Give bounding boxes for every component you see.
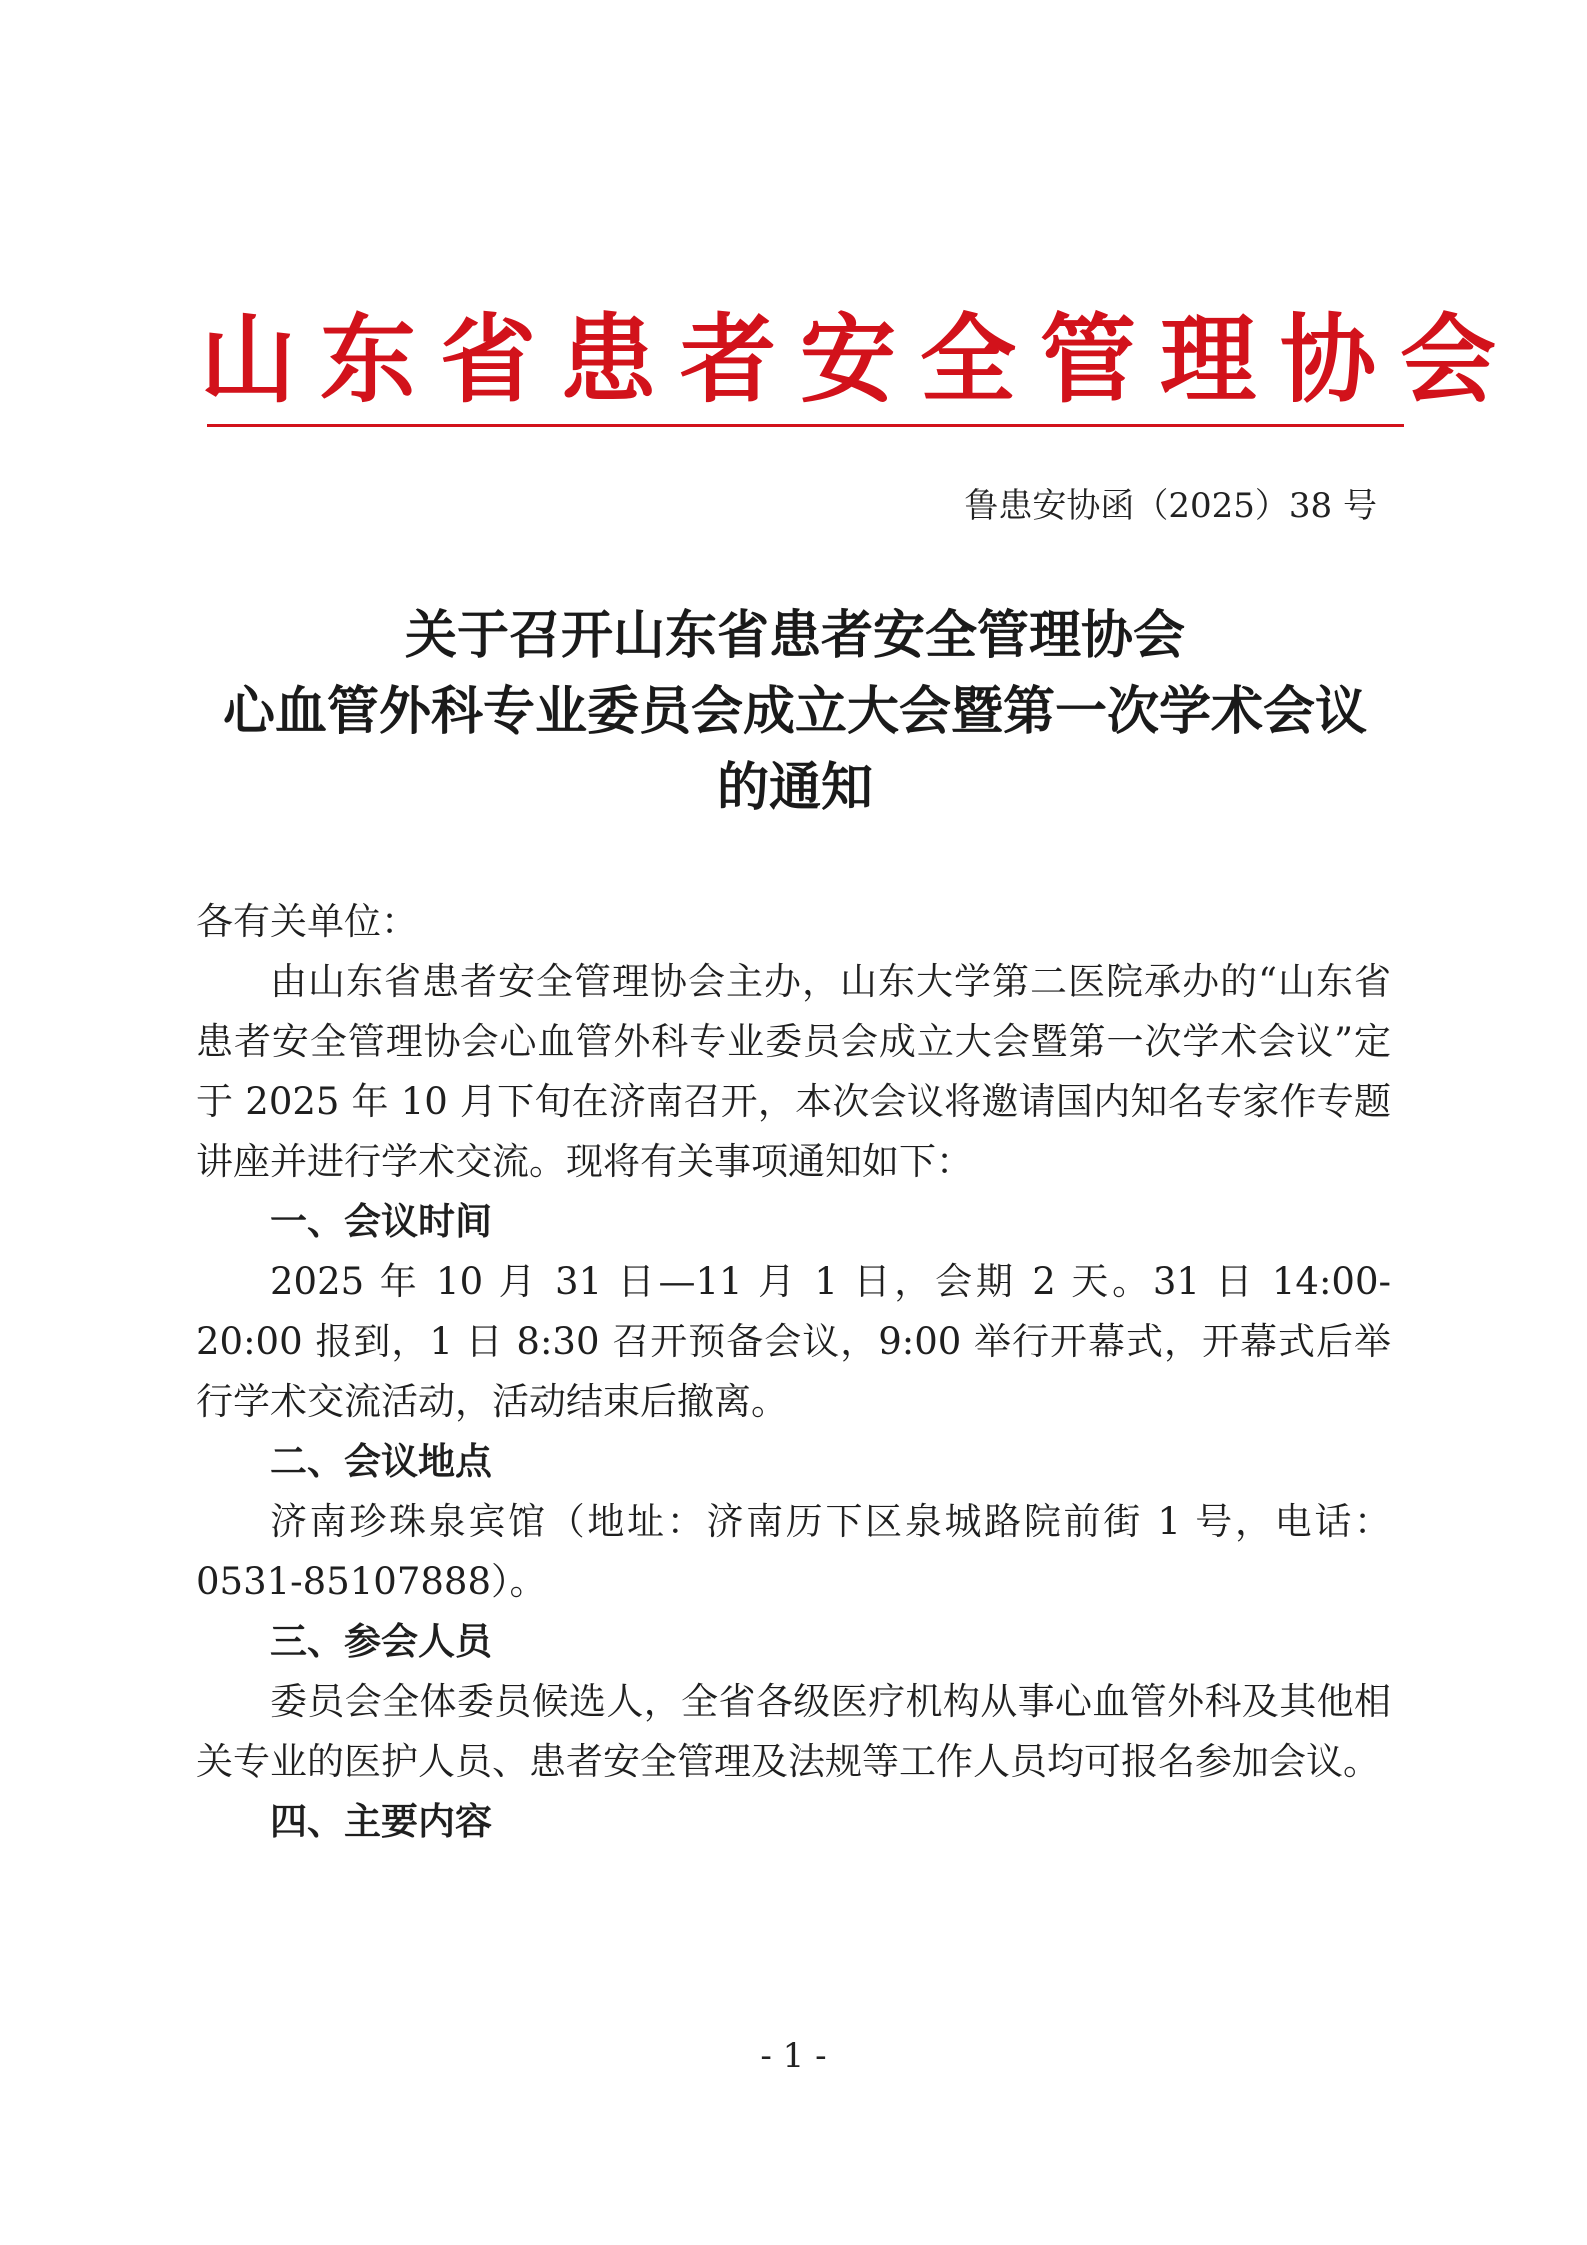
title-line-2: 心血管外科专业委员会成立大会暨第一次学术会议 bbox=[222, 682, 1367, 742]
letterhead-org-name: 山东省患者安全管理协会 bbox=[200, 303, 1520, 416]
section-text-attendees: 委员会全体委员候选人，全省各级医疗机构从事心血管外科及其他相关专业的医护人员、患者安全管理及法规等工作人员均可报名参加会议。 bbox=[196, 1680, 1391, 1783]
intro-paragraph: 由山东省患者安全管理协会主办，山东大学第二医院承办的“山东省患者安全管理协会心血管外科专业委员会成立大会暨第一次学术会议”定于 2025 年 10 月下旬在济南召开，本次会议将邀请国内知名专家作专题讲座并进行学术交流。现将有关事项通知如下： bbox=[196, 960, 1391, 1183]
section-heading-attendees: 三、参会人员 bbox=[270, 1620, 492, 1663]
notice-body bbox=[196, 892, 1391, 1852]
notice-title bbox=[190, 598, 1400, 826]
section-text-time: 2025 年 10 月 31 日—11 月 1 日，会期 2 天。31 日 14:00-20:00 报到，1 日 8:30 召开预备会议，9:00 举行开幕式，开幕式后举行学术交流活动，活动结束后撤离。 bbox=[196, 1260, 1391, 1423]
title-line-3: 的通知 bbox=[716, 758, 873, 818]
section-heading-content: 四、主要内容 bbox=[270, 1800, 492, 1843]
document-number: 鲁患安协函（2025）38 号 bbox=[964, 486, 1377, 526]
letterhead-red-rule bbox=[207, 424, 1404, 427]
title-line-1: 关于召开山东省患者安全管理协会 bbox=[404, 606, 1185, 666]
salutation: 各有关单位： bbox=[196, 900, 418, 943]
page-number: - 1 - bbox=[760, 2036, 827, 2076]
section-heading-venue: 二、会议地点 bbox=[270, 1440, 492, 1483]
section-heading-time: 一、会议时间 bbox=[270, 1200, 492, 1243]
section-text-venue: 济南珍珠泉宾馆（地址：济南历下区泉城路院前街 1 号，电话：0531-85107888）。 bbox=[196, 1500, 1391, 1603]
